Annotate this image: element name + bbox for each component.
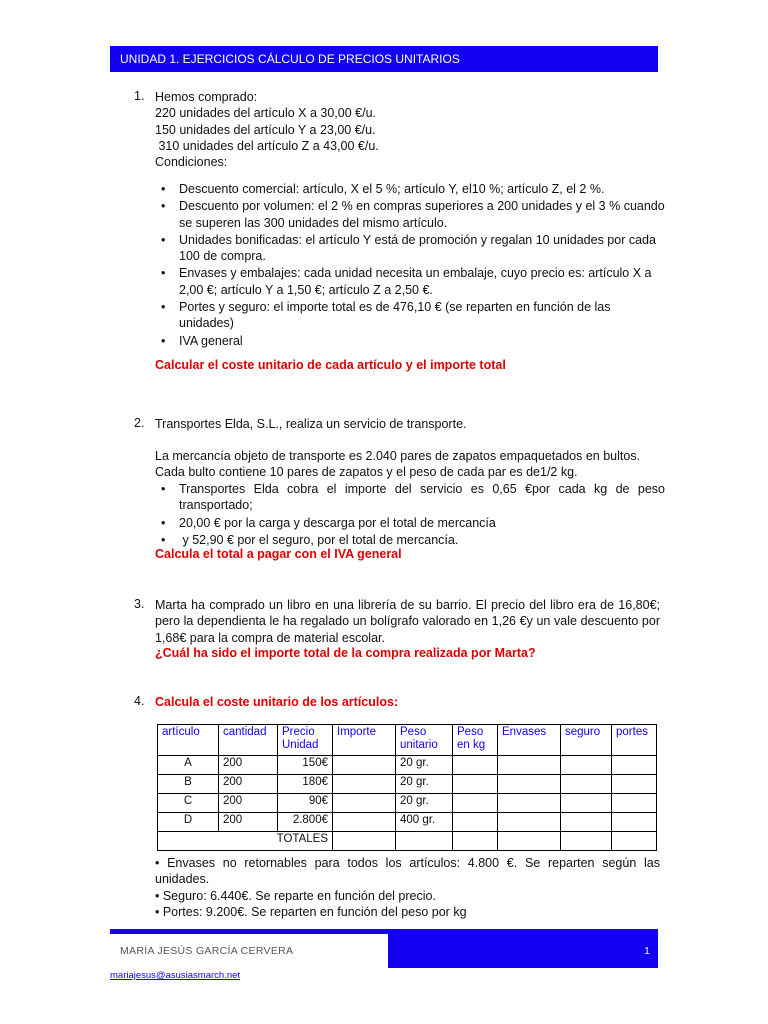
- cell-importe: [333, 794, 396, 813]
- cell-portes: [612, 756, 657, 775]
- articles-table: [157, 724, 657, 851]
- cell-importe: [333, 813, 396, 832]
- cell-portes: [612, 813, 657, 832]
- table-row: [158, 775, 657, 794]
- table-header-row: [158, 725, 657, 756]
- exercise-1-line: Condiciones:: [155, 155, 228, 170]
- cell-precio: 2.800€: [278, 813, 333, 832]
- cell-cantidad: 200: [219, 813, 278, 832]
- cell-articulo: C: [158, 794, 219, 813]
- cell-portes-total: [612, 832, 657, 851]
- cell-seguro-total: [561, 832, 612, 851]
- cell-envases: [498, 794, 561, 813]
- cell-empty: [396, 832, 453, 851]
- cell-importe-total: [333, 832, 396, 851]
- table-totals-row: [158, 832, 657, 851]
- cell-peso-kg: [453, 756, 498, 775]
- exercise-1-conditions-list: [155, 181, 665, 350]
- exercise-4-number: 4.: [134, 694, 145, 708]
- exercise-1-intro: [155, 89, 379, 170]
- col-header: Envases: [498, 725, 561, 756]
- exercise-1-line: 310 unidades del artículo Z a 43,00 €/u.: [155, 138, 379, 153]
- exercise-1-line: 220 unidades del artículo X a 30,00 €/u.: [155, 106, 376, 121]
- col-header: Peso unitario: [396, 725, 453, 756]
- cell-peso-kg-total: [453, 832, 498, 851]
- cell-peso: 20 gr.: [396, 794, 453, 813]
- condition-item: • IVA general: [155, 333, 665, 349]
- footer-page-box: [388, 934, 658, 968]
- transport-item: • 20,00 € por la carga y descarga por el total de mercancía: [155, 515, 665, 531]
- cell-portes: [612, 775, 657, 794]
- exercise-4-question: Calcula el coste unitario de los artículos:: [155, 695, 399, 709]
- cell-articulo: A: [158, 756, 219, 775]
- condition-item: • Envases y embalajes: cada unidad necesita un embalaje, cuyo precio es: artículo X a 2,00 €; artículo Y a 1,50 €; artículo Z a 2,50 €.: [155, 265, 665, 298]
- col-header: cantidad: [219, 725, 278, 756]
- col-header: Importe: [333, 725, 396, 756]
- exercise-3-question: ¿Cuál ha sido el importe total de la compra realizada por Marta?: [155, 646, 536, 660]
- col-header: seguro: [561, 725, 612, 756]
- cell-portes: [612, 794, 657, 813]
- cell-peso-kg: [453, 813, 498, 832]
- cell-peso-kg: [453, 775, 498, 794]
- cell-seguro: [561, 775, 612, 794]
- exercise-2-number: 2.: [134, 416, 145, 430]
- transport-item: • Transportes Elda cobra el importe del servicio es 0,65 €por cada kg de peso transportado;: [155, 481, 665, 514]
- col-header: portes: [612, 725, 657, 756]
- footer-author: MARÍA JESÚS GARCÍA CERVERA: [120, 945, 294, 957]
- exercise-2-paragraph: La mercancía objeto de transporte es 2.040 pares de zapatos empaquetados en bultos. Cada bulto contiene 10 pares de zapatos y el peso de cada par es de1/2 kg.: [155, 449, 641, 480]
- cell-precio: 180€: [278, 775, 333, 794]
- note-item: • Portes: 9.200€. Se reparten en función del peso por kg: [155, 904, 467, 919]
- cell-precio: 90€: [278, 794, 333, 813]
- exercise-1-question: Calcular el coste unitario de cada artículo y el importe total: [155, 358, 506, 372]
- condition-item: • Descuento comercial: artículo, X el 5 %; artículo Y, el10 %; artículo Z, el 2 %.: [155, 181, 665, 197]
- note-item: • Seguro: 6.440€. Se reparte en función del precio.: [155, 888, 436, 903]
- exercise-2-title: Transportes Elda, S.L., realiza un servicio de transporte.: [155, 417, 467, 431]
- cell-precio: 150€: [278, 756, 333, 775]
- cell-envases: [498, 813, 561, 832]
- table-row: [158, 813, 657, 832]
- exercise-3-paragraph: Marta ha comprado un libro en una librería de su barrio. El precio del libro era de 16,80€; pero la dependienta le ha regalado un bolígrafo valorado en 1,26 €y un vale descuento por 1,68€ para la compra de material escolar.: [155, 598, 660, 645]
- cell-articulo: D: [158, 813, 219, 832]
- page-title: UNIDAD 1. EJERCICIOS CÁLCULO DE PRECIOS UNITARIOS: [120, 52, 460, 66]
- note-item: • Envases no retornables para todos los artículos: 4.800 €. Se reparten según las unidades.: [155, 856, 660, 887]
- exercise-1-line: Hemos comprado:: [155, 90, 258, 104]
- condition-item: • Portes y seguro: el importe total es de 476,10 € (se reparten en función de las unidades): [155, 299, 665, 332]
- totals-label: TOTALES: [158, 832, 333, 851]
- cell-peso-kg: [453, 794, 498, 813]
- page-header-bar: [110, 46, 658, 72]
- exercise-2-question: Calcula el total a pagar con el IVA general: [155, 547, 402, 561]
- cell-importe: [333, 756, 396, 775]
- cell-seguro: [561, 813, 612, 832]
- exercise-4-notes: [155, 855, 660, 920]
- exercise-2-list: [155, 481, 665, 549]
- col-header: Peso en kg: [453, 725, 498, 756]
- cell-cantidad: 200: [219, 794, 278, 813]
- cell-articulo: B: [158, 775, 219, 794]
- exercise-1-line: 150 unidades del artículo Y a 23,00 €/u.: [155, 122, 376, 137]
- table-row: [158, 794, 657, 813]
- cell-seguro: [561, 794, 612, 813]
- cell-envases-total: [498, 832, 561, 851]
- cell-importe: [333, 775, 396, 794]
- table-row: [158, 756, 657, 775]
- condition-item: • Descuento por volumen: el 2 % en compras superiores a 200 unidades y el 3 % cuando se superen las 300 unidades del mismo artículo.: [155, 198, 665, 231]
- condition-item: • Unidades bonificadas: el artículo Y está de promoción y regalan 10 unidades por cada 100 de compra.: [155, 232, 665, 265]
- cell-peso: 400 gr.: [396, 813, 453, 832]
- exercise-1-number: 1.: [134, 89, 145, 103]
- cell-envases: [498, 756, 561, 775]
- exercise-3-number: 3.: [134, 597, 145, 611]
- author-email-link[interactable]: mariajesus@asusiasmarch.net: [110, 970, 241, 981]
- cell-cantidad: 200: [219, 775, 278, 794]
- cell-envases: [498, 775, 561, 794]
- cell-cantidad: 200: [219, 756, 278, 775]
- col-header: Precio Unidad: [278, 725, 333, 756]
- cell-peso: 20 gr.: [396, 756, 453, 775]
- page-number: 1: [644, 945, 650, 957]
- col-header: artículo: [158, 725, 219, 756]
- cell-seguro: [561, 756, 612, 775]
- transport-item: • y 52,90 € por el seguro, por el total de mercancía.: [155, 532, 665, 548]
- cell-peso: 20 gr.: [396, 775, 453, 794]
